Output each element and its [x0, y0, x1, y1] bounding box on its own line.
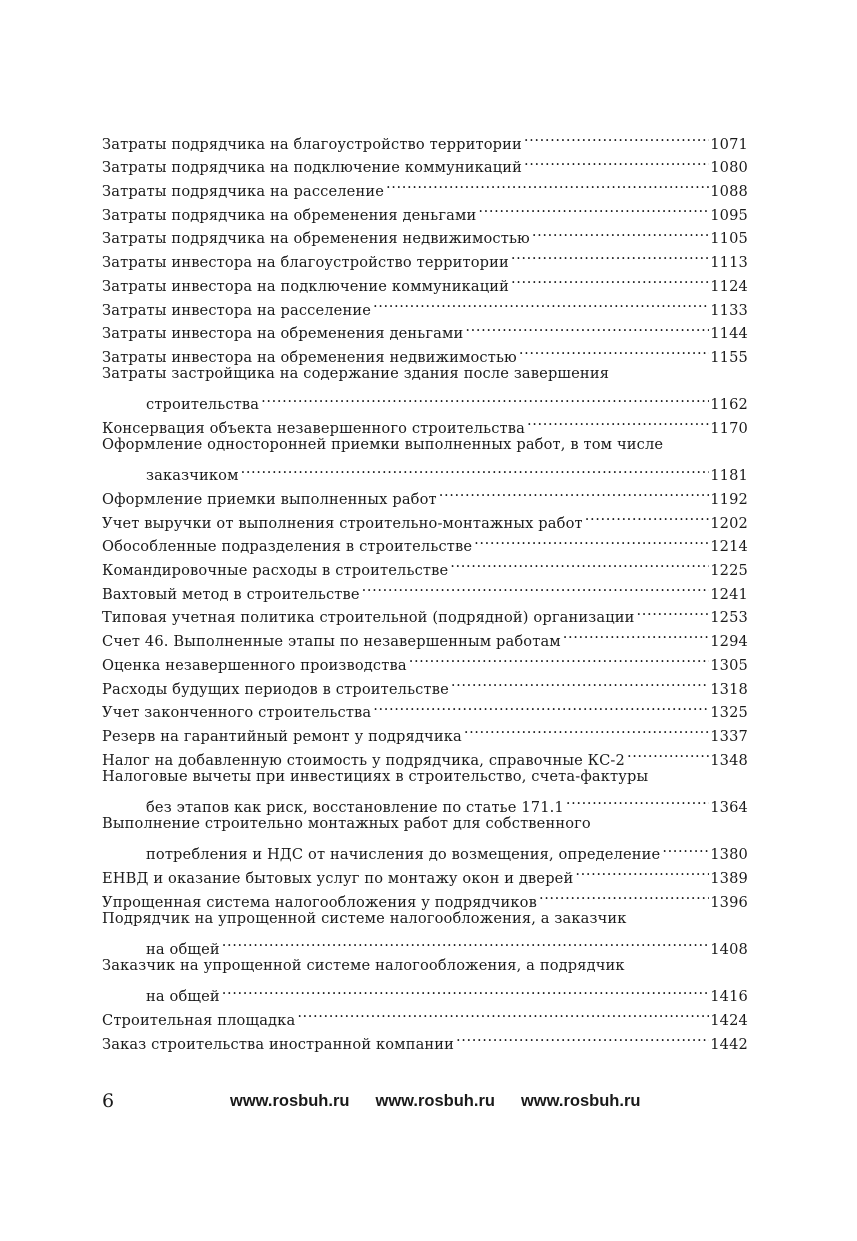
- toc-entry[interactable]: [102, 409, 748, 437]
- dot-leader: [448, 551, 709, 575]
- toc-entry-title-line: [102, 291, 748, 319]
- footer-link[interactable]: www.rosbuh.ru: [230, 1092, 350, 1110]
- toc-entry[interactable]: [102, 812, 748, 864]
- dot-leader: [220, 930, 709, 954]
- dot-leader: [625, 741, 709, 765]
- toc-entry-title-line: [102, 859, 748, 887]
- toc-entry[interactable]: [102, 670, 748, 698]
- toc-entry-title-line: [102, 243, 748, 272]
- dot-leader: [360, 575, 710, 599]
- toc-entry-continuation-line: [102, 836, 748, 864]
- toc-entry-title: строительства: [146, 396, 260, 414]
- dot-leader: [660, 836, 709, 860]
- toc-entry[interactable]: [102, 741, 748, 769]
- toc-entry[interactable]: [102, 1025, 748, 1053]
- toc-entry-title-line: [102, 220, 748, 248]
- table-of-contents: [102, 125, 748, 1053]
- footer-link[interactable]: www.rosbuh.ru: [375, 1092, 495, 1110]
- toc-entry-page: 1305: [710, 656, 748, 674]
- toc-entry-title-line: [102, 267, 748, 295]
- footer-link[interactable]: www.rosbuh.ru: [520, 1092, 641, 1110]
- toc-entry-page: 1389: [710, 870, 748, 887]
- toc-entry[interactable]: [102, 599, 748, 627]
- toc-entry-title-line: [102, 1025, 748, 1053]
- toc-entry-title: Строительная площадка: [102, 1012, 296, 1030]
- dot-leader: [564, 788, 709, 812]
- toc-entry-title-line: [102, 480, 748, 508]
- dot-leader: [295, 1001, 709, 1025]
- toc-entry[interactable]: [102, 551, 748, 580]
- toc-entry-title: Налог на добавленную стоимость у подрядчика, справочные КС-2: [102, 751, 625, 769]
- dot-leader: [259, 386, 709, 410]
- page-number: 6: [102, 1090, 115, 1112]
- toc-entry[interactable]: [102, 125, 748, 153]
- toc-entry-continuation-line: [102, 457, 748, 485]
- toc-entry[interactable]: [102, 291, 748, 319]
- toc-entry-title-line: [102, 670, 748, 698]
- toc-entry-title-line: [102, 883, 748, 911]
- toc-entry-title-line: [102, 907, 748, 931]
- toc-entry-title-line: [102, 575, 748, 603]
- toc-entry-page: 1416: [710, 988, 748, 1006]
- toc-entry-continuation-line: [102, 978, 748, 1006]
- toc-entry-title-line: [102, 622, 748, 651]
- toc-entry-title-line: [102, 409, 748, 437]
- dot-leader: [537, 883, 709, 907]
- dot-leader: [583, 504, 709, 528]
- toc-entry-title: Расходы будущих периодов в строительстве: [102, 680, 449, 698]
- toc-entry-title: Командировочные расходы в строительстве: [102, 562, 449, 580]
- toc-entry-title: Оценка незавершенного производства: [102, 656, 407, 674]
- toc-entry-title: Упрощенная система налогообложения у подрядчиков: [102, 893, 537, 911]
- toc-entry[interactable]: [102, 480, 748, 508]
- dot-leader: [573, 859, 709, 883]
- toc-entry-title: на общей: [146, 941, 220, 959]
- toc-entry-page: 1241: [710, 585, 748, 603]
- toc-entry-title-line: [102, 338, 748, 366]
- dot-leader: [472, 528, 709, 552]
- toc-entry[interactable]: [102, 338, 748, 366]
- toc-entry-title-line: [102, 433, 748, 457]
- toc-entry-title-line: [102, 149, 748, 177]
- dot-leader: [530, 220, 709, 244]
- toc-entry[interactable]: [102, 196, 748, 224]
- toc-entry[interactable]: [102, 646, 748, 674]
- toc-entry-title: Затраты подрядчика на обременения недвижимостью: [102, 230, 530, 248]
- toc-entry-title: Оформление односторонней приемки выполненных работ, в том числе: [102, 435, 664, 453]
- toc-entry-continuation-line: [102, 386, 748, 414]
- page-footer: [0, 1090, 857, 1120]
- toc-entry-page: 1325: [710, 704, 748, 722]
- toc-entry-title: Вахтовый метод в строительстве: [102, 585, 360, 603]
- toc-entry[interactable]: [102, 243, 748, 272]
- toc-entry-page: 1348: [710, 751, 748, 769]
- toc-entry-title: Затраты инвестора на подключение коммуникаций: [102, 277, 509, 295]
- toc-entry-title-line: [102, 812, 748, 836]
- toc-entry-title: Затраты инвестора на благоустройство территории: [102, 254, 509, 272]
- toc-entry-page: 1080: [710, 159, 748, 177]
- toc-entry-page: 1124: [710, 277, 748, 295]
- toc-entry[interactable]: [102, 528, 748, 556]
- toc-entry-continuation-line: [102, 788, 748, 816]
- toc-entry-title: заказчиком: [146, 467, 239, 485]
- toc-entry-title-line: [102, 1001, 748, 1030]
- toc-entry[interactable]: [102, 504, 748, 532]
- toc-entry-page: 1133: [710, 301, 748, 319]
- toc-entry-title: Затраты подрядчика на благоустройство территории: [102, 135, 522, 153]
- dot-leader: [525, 409, 709, 433]
- dot-leader: [407, 646, 710, 670]
- dot-leader: [561, 622, 709, 646]
- toc-entry-title-line: [102, 765, 748, 789]
- dot-leader: [517, 338, 709, 362]
- toc-entry-page: 1253: [710, 609, 748, 627]
- toc-entry[interactable]: [102, 883, 748, 911]
- toc-entry[interactable]: [102, 954, 748, 1006]
- toc-entry-page: 1144: [710, 325, 748, 343]
- toc-entry-title: Обособленные подразделения в строительстве: [102, 538, 473, 556]
- toc-entry-title: Заказчик на упрощенной системе налогообложения, а подрядчик: [102, 957, 625, 975]
- toc-entry-title: Консервация объекта незавершенного строительства: [102, 419, 525, 437]
- toc-entry-title: Учет законченного строительства: [102, 704, 372, 722]
- dot-leader: [239, 457, 710, 481]
- toc-entry-title: ЕНВД и оказание бытовых услуг по монтажу окон и дверей: [102, 870, 574, 887]
- toc-entry-title-line: [102, 196, 748, 224]
- toc-entry-page: 1202: [710, 514, 748, 532]
- toc-entry-title: Затраты подрядчика на подключение коммуникаций: [102, 159, 522, 177]
- toc-entry[interactable]: [102, 694, 748, 722]
- toc-entry-page: 1424: [710, 1012, 748, 1030]
- toc-entry-title-line: [102, 694, 748, 722]
- toc-entry-page: 1162: [710, 396, 748, 414]
- footer-links: [230, 1092, 640, 1111]
- toc-entry[interactable]: [102, 433, 748, 485]
- toc-entry-page: 1105: [710, 230, 748, 248]
- toc-entry-page: 1170: [710, 419, 748, 437]
- dot-leader: [635, 599, 710, 623]
- toc-entry-page: 1294: [710, 633, 748, 651]
- dot-leader: [454, 1025, 709, 1049]
- toc-entry[interactable]: [102, 220, 748, 248]
- toc-entry-title: Затраты подрядчика на обременения деньгами: [102, 206, 477, 224]
- toc-entry[interactable]: [102, 315, 748, 343]
- toc-entry-page: 1214: [710, 538, 748, 556]
- toc-entry-title: Заказ строительства иностранной компании: [102, 1035, 455, 1053]
- toc-entry-title: Затраты подрядчика на расселение: [102, 183, 384, 201]
- toc-entry[interactable]: [102, 717, 748, 745]
- toc-entry-title-line: [102, 125, 748, 153]
- dot-leader: [220, 978, 709, 1002]
- toc-entry[interactable]: [102, 859, 748, 887]
- toc-entry-page: 1380: [710, 846, 748, 864]
- dot-leader: [476, 196, 709, 220]
- toc-entry-title: Затраты застройщика на содержание здания после завершения: [102, 364, 610, 382]
- dot-leader: [522, 149, 709, 173]
- toc-entry-page: 1225: [710, 562, 748, 580]
- toc-entry-title: Счет 46. Выполненные этапы по незавершенным работам: [102, 633, 561, 651]
- toc-entry-continuation-line: [102, 930, 748, 959]
- toc-entry-page: 1095: [710, 206, 748, 224]
- dot-leader: [449, 670, 709, 694]
- toc-entry-title: Оформление приемки выполненных работ: [102, 491, 437, 508]
- toc-entry-title-line: [102, 504, 748, 532]
- dot-leader: [437, 480, 709, 504]
- toc-entry-page: 1396: [710, 893, 748, 911]
- toc-entry-title: Учет выручки от выполнения строительно-монтажных работ: [102, 514, 583, 532]
- toc-entry[interactable]: [102, 149, 748, 177]
- toc-entry-page: 1442: [710, 1035, 748, 1053]
- toc-entry[interactable]: [102, 1001, 748, 1030]
- toc-entry-page: 1318: [710, 680, 748, 698]
- toc-entry-title: потребления и НДС от начисления до возмещения, определение: [146, 846, 661, 864]
- toc-entry-title: Подрядчик на упрощенной системе налогообложения, а заказчик: [102, 909, 627, 927]
- toc-entry-page: 1155: [710, 348, 748, 366]
- toc-entry-title-line: [102, 954, 748, 978]
- toc-entry[interactable]: [102, 907, 748, 959]
- toc-entry-page: 1408: [710, 941, 748, 959]
- dot-leader: [522, 125, 709, 149]
- toc-entry-page: 1192: [710, 491, 748, 508]
- toc-entry-title: Резерв на гарантийный ремонт у подрядчика: [102, 727, 462, 745]
- toc-entry[interactable]: [102, 362, 748, 414]
- toc-entry-title: на общей: [146, 988, 220, 1006]
- toc-entry-title: Затраты инвестора на обременения недвижимостью: [102, 348, 517, 366]
- toc-entry-title-line: [102, 362, 748, 386]
- toc-entry[interactable]: [102, 172, 748, 201]
- toc-entry-title: Налоговые вычеты при инвестициях в строительство, счета-фактуры: [102, 767, 649, 785]
- toc-entry-title-line: [102, 528, 748, 556]
- toc-entry-page: 1181: [710, 467, 748, 485]
- toc-entry-title-line: [102, 741, 748, 769]
- toc-entry-title-line: [102, 551, 748, 580]
- dot-leader: [509, 243, 709, 267]
- toc-entry-title: Затраты инвестора на расселение: [102, 301, 371, 319]
- toc-entry-title-line: [102, 646, 748, 674]
- toc-entry[interactable]: [102, 575, 748, 603]
- toc-entry-title: Выполнение строительно монтажных работ для собственного: [102, 814, 591, 832]
- dot-leader: [463, 315, 709, 339]
- toc-entry-title-line: [102, 172, 748, 201]
- toc-entry-page: 1113: [710, 254, 748, 272]
- dot-leader: [462, 717, 709, 741]
- toc-entry-page: 1088: [710, 183, 748, 201]
- toc-entry-title-line: [102, 315, 748, 343]
- toc-entry-page: 1071: [710, 135, 748, 153]
- toc-entry-title: Затраты инвестора на обременения деньгами: [102, 325, 464, 343]
- dot-leader: [371, 291, 709, 315]
- toc-entry-page: 1364: [710, 798, 748, 816]
- dot-leader: [384, 172, 709, 196]
- toc-entry[interactable]: [102, 267, 748, 295]
- toc-entry[interactable]: [102, 765, 748, 816]
- toc-entry-title-line: [102, 599, 748, 627]
- toc-entry-title: без этапов как риск, восстановление по статье 171.1: [146, 798, 564, 816]
- toc-entry-title: Типовая учетная политика строительной (подрядной) организации: [102, 609, 635, 627]
- toc-entry[interactable]: [102, 622, 748, 651]
- toc-entry-title-line: [102, 717, 748, 745]
- dot-leader: [371, 694, 709, 718]
- dot-leader: [509, 267, 709, 291]
- toc-entry-page: 1337: [710, 727, 748, 745]
